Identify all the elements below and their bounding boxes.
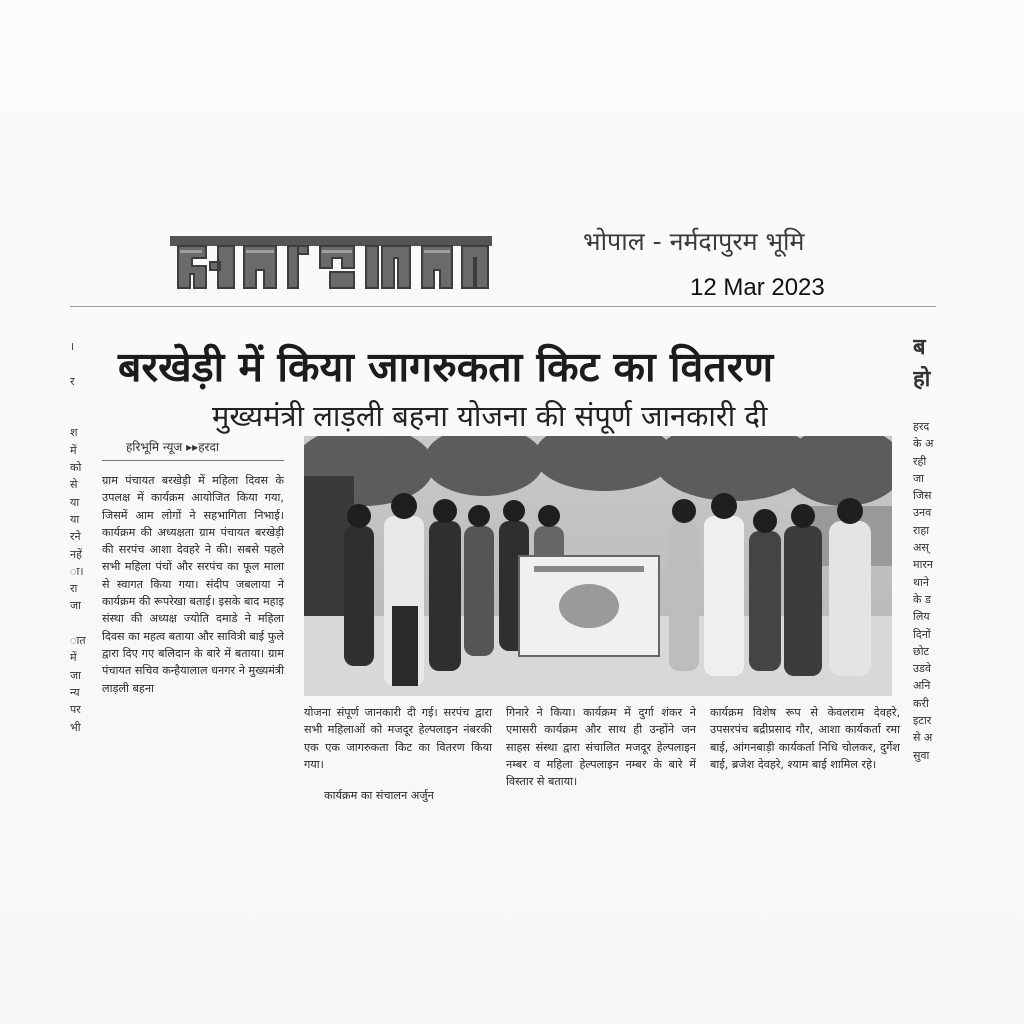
clipped-left-fragment: जा	[70, 668, 82, 682]
clipped-right-fragment: रही	[913, 454, 927, 468]
article-column-1	[102, 472, 284, 697]
clipped-right-fragment: उडवे	[913, 662, 932, 676]
clipped-left-fragment: भी	[70, 720, 81, 734]
clipped-left-fragment: न्य	[70, 685, 80, 699]
clipped-left-fragment	[70, 615, 90, 632]
byline: हरिभूमि न्यूज ▸▸हरदा	[126, 440, 219, 454]
column-4-text: कार्यक्रम विशेष रूप से केवलराम देवहरे, उपसरपंच बद्रीप्रसाद गौर, आशा कार्यकर्ता रमा बाई, आंगनबाड़ी कार्यकर्ता निधि चोलकर, दुर्गेश बाई, ब्रजेश देवहरे, श्याम बाई शामिल रहे।	[710, 706, 900, 771]
clipped-left-fragment	[70, 390, 90, 407]
edition-label: भोपाल - नर्मदापुरम भूमि	[583, 227, 805, 256]
clipped-left-fragment: श	[70, 426, 78, 440]
column-2-text: योजना संपूर्ण जानकारी दी गई। सरपंच द्वारा सभी महिलाओं को मजदूर हेल्पलाइन नंबरकी एक एक जागरुकता किट का वितरण किया गया।	[304, 706, 492, 771]
masthead-divider	[70, 306, 936, 307]
clipped-left-fragment: से	[70, 478, 78, 492]
group-photo-image	[304, 436, 892, 696]
clipped-left-fragment: को	[70, 461, 82, 475]
article-subhead: मुख्यमंत्री लाड़ली बहना योजना की संपूर्ण जानकारी दी	[212, 399, 768, 433]
clipped-right-headline-fragment: ब	[913, 335, 926, 360]
clipped-left-fragment: ात	[70, 634, 86, 648]
publication-date: 12 Mar 2023	[690, 274, 825, 301]
newspaper-logo	[170, 222, 500, 302]
article-headline: बरखेड़ी में किया जागरुकता किट का वितरण	[118, 343, 774, 391]
clipped-right-spacer	[913, 396, 939, 418]
clipped-left-fragment: या	[70, 512, 80, 526]
clipped-right-fragment: अनि	[913, 679, 931, 693]
clipped-left-fragment: ा।	[70, 564, 84, 578]
clipped-right-column	[913, 332, 939, 764]
clipped-right-fragment: लिय	[913, 610, 930, 624]
clipped-left-fragment: नहें	[70, 547, 82, 561]
clipped-right-fragment: जा	[913, 471, 925, 485]
clipped-left-fragment	[70, 407, 90, 424]
article-column-3	[506, 704, 696, 790]
clipped-right-fragment: छोट	[913, 644, 930, 658]
clipped-right-headline-fragment: हो	[913, 367, 931, 392]
clipped-right-fragment: मारन	[913, 558, 934, 572]
clipped-left-fragment: रने	[70, 530, 81, 544]
clipped-right-fragment: हरद	[913, 420, 930, 433]
column-1-text: ग्राम पंचायत बरखेड़ी में महिला दिवस के उपलक्ष में कार्यक्रम आयोजित किया गया, जिसमें आम लोगों ने सहभागिता निभाई। कार्यक्रम की अध्यक्षता ग्राम पंचायत बरखेड़ी की सरपंच आशा देवहरे ने की। सबसे पहले सभी महिला पंचों और सरपंच का फूल माला से स्वागत किया गया। संदीप जबलाया ने कार्यक्रम की रूपरेखा बताई। इसके बाद महाइ संस्था की अध्यक्ष ज्योति दमाडे ने महिला दिवस का महत्व बताया और सावित्री बाई फुले द्वारा दिए गए बलिदान के बारे में बताया। ग्राम पंचायत सचिव कन्हैयालाल धनगर ने मुख्यमंत्री लाड़ली बहना	[102, 474, 284, 695]
clipped-left-fragment	[70, 355, 90, 372]
clipped-left-fragment: या	[70, 495, 80, 509]
logo-wordmark	[170, 222, 500, 302]
clipped-right-fragment: अस्	[913, 541, 929, 555]
byline-divider	[102, 460, 284, 461]
clipped-right-fragment: दिनों	[913, 627, 931, 641]
clipped-left-fragment: में	[70, 651, 77, 665]
clipped-right-fragment: सुवा	[913, 748, 930, 762]
clipped-left-fragment: रा	[70, 582, 78, 596]
clipped-right-fragment: इटार	[913, 714, 932, 728]
article-column-2	[304, 704, 492, 804]
clipped-right-fragment: जिस	[913, 489, 932, 503]
clipped-right-fragment: थाने	[913, 575, 929, 589]
clipped-right-fragment: के ड	[913, 592, 931, 606]
clipped-left-column	[70, 338, 90, 736]
clipped-left-fragment: जा	[70, 599, 82, 613]
article-photo	[304, 436, 892, 696]
clipped-left-fragment: में	[70, 443, 77, 457]
clipped-right-fragment: करी	[913, 696, 929, 710]
clipped-right-fragment: राहा	[913, 523, 930, 537]
clipped-left-fragment: ।	[70, 340, 75, 353]
article-column-4	[710, 704, 900, 773]
clipped-left-fragment: र	[70, 374, 75, 388]
clipped-right-fragment: से अ	[913, 731, 933, 745]
clipped-left-fragment: पर	[70, 703, 81, 717]
column-3-text: गिनारे ने किया। कार्यक्रम में दुर्गा शंकर ने एमासरी कार्यक्रम और साथ ही उन्होंने जन साहस संस्था द्वारा संचालित मजदूर हेल्पलाइन नम्बर व महिला हेल्पलाइन नम्बर के बारे में विस्तार से बताया।	[506, 706, 696, 789]
column-2-text-continued: कार्यक्रम का संचालन अर्जुन	[324, 789, 434, 803]
clipped-right-fragment: उनव	[913, 506, 932, 520]
clipped-right-fragment: के अ	[913, 437, 934, 451]
